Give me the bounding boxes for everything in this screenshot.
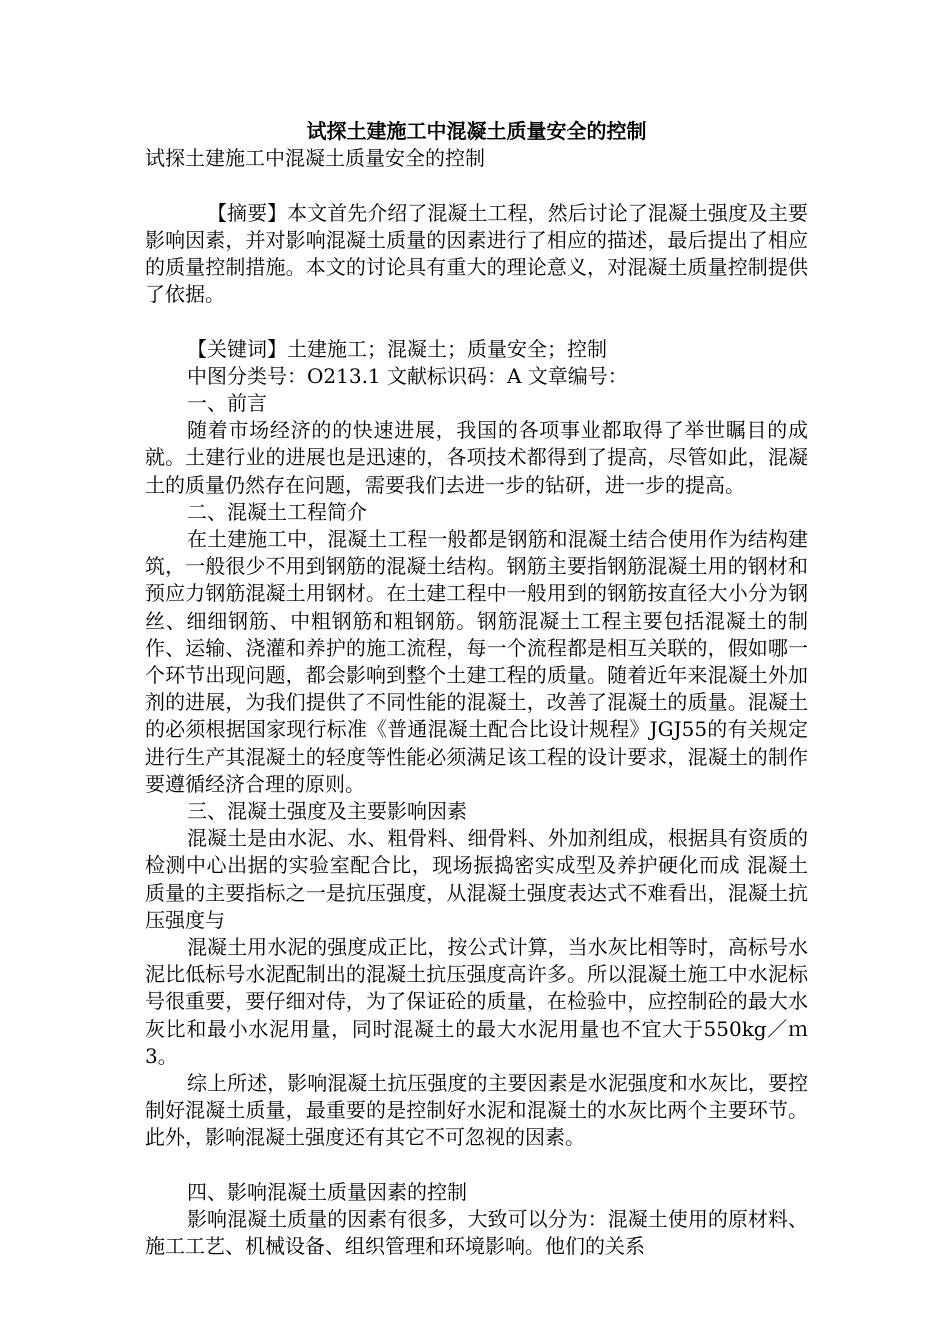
document-subtitle: 试探土建施工中混凝土质量安全的控制 — [145, 146, 485, 171]
document-title: 试探土建施工中混凝土质量安全的控制 — [306, 119, 647, 143]
section-heading-control: 四、影响混凝土质量因素的控制 — [187, 1179, 467, 1204]
section-heading-overview: 二、混凝土工程简介 — [187, 499, 367, 524]
spacer — [145, 308, 808, 335]
document-page — [145, 118, 808, 1260]
classification-line: 中图分类号：O213.1 文献标识码：A 文章编号： — [187, 363, 628, 388]
section-heading-strength: 三、混凝土强度及主要影响因素 — [187, 799, 467, 824]
spacer — [145, 172, 808, 199]
overview-paragraph: 在土建施工中，混凝土工程一般都是钢筋和混凝土结合使用作为结构建筑，一般很少不用到钢筋的混凝土结构。钢筋主要指钢筋混凝土用的钢材和预应力钢筋混凝土用钢材。在土建工程中一般用到的钢筋按直径大小分为钢丝、细细钢筋、中粗钢筋和粗钢筋。钢筋混凝土工程主要包括混凝土的制作、运输、浇灌和养护的施工流程，每一个流程都是相互关联的，假如哪一个环节出现问题，都会影响到整个土建工程的质量。随着近年来混凝土外加剂的进展，为我们提供了不同性能的混凝土，改善了混凝土的质量。混凝土的必须根据国家现行标准《普通混凝土配合比设计规程》JGJ55的有关规定进行生产其混凝土的轻度等性能必须满足该工程的设计要求，混凝土的制作要遵循经济合理的原则。 — [145, 527, 808, 796]
section-heading-intro: 一、前言 — [187, 391, 267, 415]
strength-paragraph-2: 混凝土用水泥的强度成正比，按公式计算，当水灰比相等时，高标号水泥比低标号水泥配制出的混凝土抗压强度高许多。所以混凝土施工中水泥标号很重要，要仔细对侍，为了保证砼的质量，在检验中，应控制砼的最大水灰比和最小水泥用量，同时混凝土的最大水泥用量也不宜大于550kg／ｍ 3。 — [145, 935, 808, 1068]
control-paragraph: 影响混凝土质量的因素有很多，大致可以分为：混凝土使用的原材料、施工工艺、机械设备、组织管理和环境影响。他们的关系 — [145, 1207, 808, 1259]
spacer — [145, 1152, 808, 1179]
intro-paragraph: 随着市场经济的的快速进展，我国的各项事业都取得了举世瞩目的成就。土建行业的进展也是迅速的，各项技术都得到了提高，尽管如此，混凝土的质量仍然存在问题，需要我们去进一步的钻研，进一步的提高。 — [145, 418, 808, 497]
abstract-paragraph: 【摘要】本文首先介绍了混凝土工程，然后讨论了混凝土强度及主要影响因素，并对影响混凝土质量的因素进行了相应的描述，最后提出了相应的质量控制措施。本文的讨论具有重大的理论意义，对混凝土质量控制提供了依据。 — [145, 200, 808, 307]
strength-paragraph-1: 混凝土是由水泥、水、粗骨料、细骨料、外加剂组成，根据具有资质的检测中心出据的实验室配合比，现场振捣密实成型及养护硬化而成 混凝土质量的主要指标之一是抗压强度，从混凝土强度表达式不难看出，混凝土抗压强度与 — [145, 826, 808, 932]
strength-paragraph-3: 综上所述，影响混凝土抗压强度的主要因素是水泥强度和水灰比，要控制好混凝土质量，最重要的是控制好水泥和混凝土的水灰比两个主要环节。此外，影响混凝土强度还有其它不可忽视的因素。 — [145, 1071, 808, 1150]
keywords-line: 【关键词】土建施工；混凝土；质量安全；控制 — [187, 336, 607, 361]
